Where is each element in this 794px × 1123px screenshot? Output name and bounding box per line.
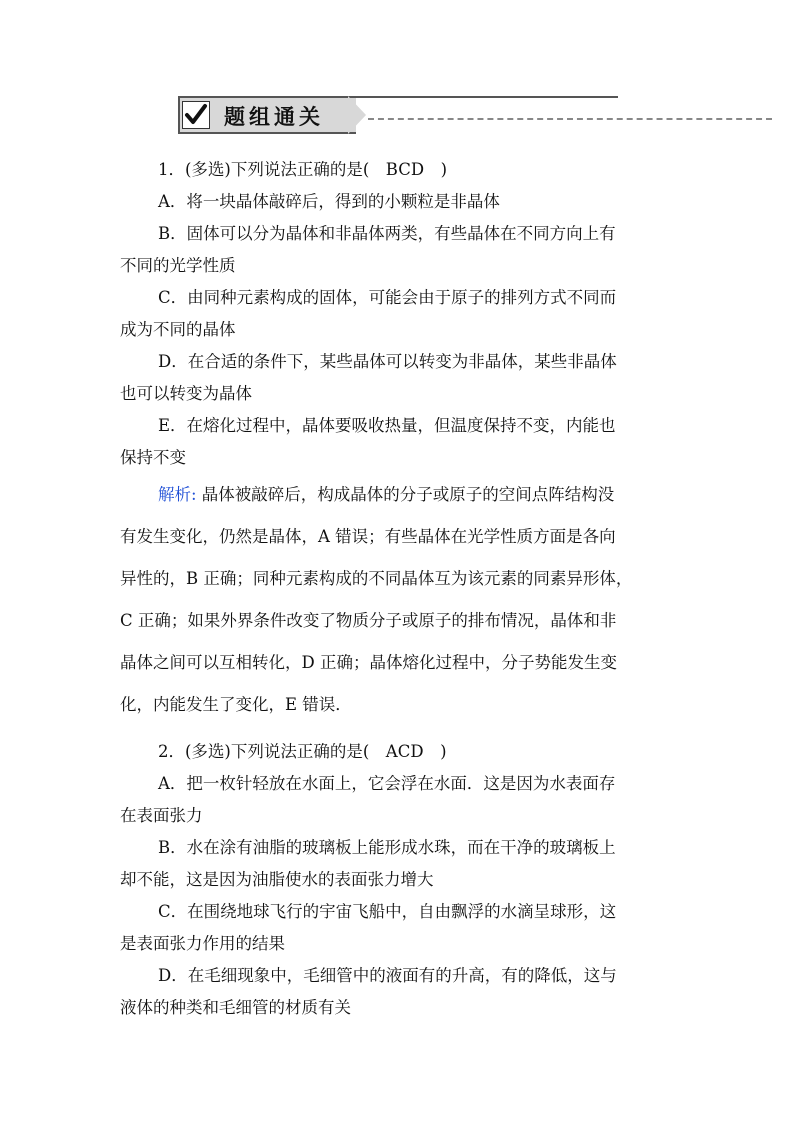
explanation-text: 晶体被敲碎后，构成晶体的分子或原子的空间点阵结构没	[196, 485, 615, 504]
q2-option-a-cont: 在表面张力	[120, 806, 203, 825]
section-title: 题组通关	[224, 105, 324, 129]
q2-option-d-cont: 液体的种类和毛细管的材质有关	[120, 998, 351, 1017]
question-1-stem: 1．(多选)下列说法正确的是( BCD )	[158, 160, 448, 179]
document-body	[120, 154, 680, 1024]
q2-option-a: A．把一枚针轻放在水面上，它会浮在水面．这是因为水表面存	[158, 774, 616, 793]
q1-explanation-line-4: C 正确；如果外界条件改变了物质分子或原子的排布情况，晶体和非	[120, 611, 617, 630]
q2-option-d: D．在毛细现象中，毛细管中的液面有的升高，有的降低，这与	[158, 966, 617, 985]
q1-explanation-line-3: 异性的，B 正确；同种元素构成的不同晶体互为该元素的同素异形体，	[120, 569, 633, 588]
checkmark-icon	[182, 101, 210, 129]
section-banner	[178, 96, 618, 136]
banner-arrow	[348, 96, 366, 134]
question-2-stem: 2．(多选)下列说法正确的是( ACD )	[158, 742, 447, 761]
checkmark-icon-glyph	[183, 102, 209, 128]
q1-option-b: B．固体可以分为晶体和非晶体两类，有些晶体在不同方向上有	[158, 224, 616, 243]
q2-option-c-cont: 是表面张力作用的结果	[120, 934, 285, 953]
q1-explanation-line-2: 有发生变化，仍然是晶体，A 错误；有些晶体在光学性质方面是各向	[120, 527, 616, 546]
q1-option-b-cont: 不同的光学性质	[120, 256, 236, 275]
q1-option-c: C．由同种元素构成的固体，可能会由于原子的排列方式不同而	[158, 288, 617, 307]
q2-option-c: C．在围绕地球飞行的宇宙飞船中，自由飘浮的水滴呈球形，这	[158, 902, 617, 921]
q1-explanation-line-1	[120, 474, 680, 516]
q1-option-c-cont: 成为不同的晶体	[120, 320, 236, 339]
q1-option-e-cont: 保持不变	[120, 448, 186, 467]
q1-option-a: A．将一块晶体敲碎后，得到的小颗粒是非晶体	[158, 192, 500, 211]
q1-explanation-line-5: 晶体之间可以互相转化，D 正确；晶体熔化过程中，分子势能发生变	[120, 653, 617, 672]
explanation-label: 解析:	[158, 485, 197, 504]
banner-top-line	[350, 96, 618, 98]
banner-dashed-line	[368, 118, 772, 120]
q2-option-b-cont: 却不能，这是因为油脂使水的表面张力增大	[120, 870, 434, 889]
q1-explanation-line-6: 化，内能发生了变化，E 错误．	[120, 695, 352, 714]
q1-option-d: D．在合适的条件下，某些晶体可以转变为非晶体，某些非晶体	[158, 352, 617, 371]
q1-option-d-cont: 也可以转变为晶体	[120, 384, 252, 403]
q1-option-e: E．在熔化过程中，晶体要吸收热量，但温度保持不变，内能也	[158, 416, 616, 435]
q2-option-b: B．水在涂有油脂的玻璃板上能形成水珠，而在干净的玻璃板上	[158, 838, 616, 857]
